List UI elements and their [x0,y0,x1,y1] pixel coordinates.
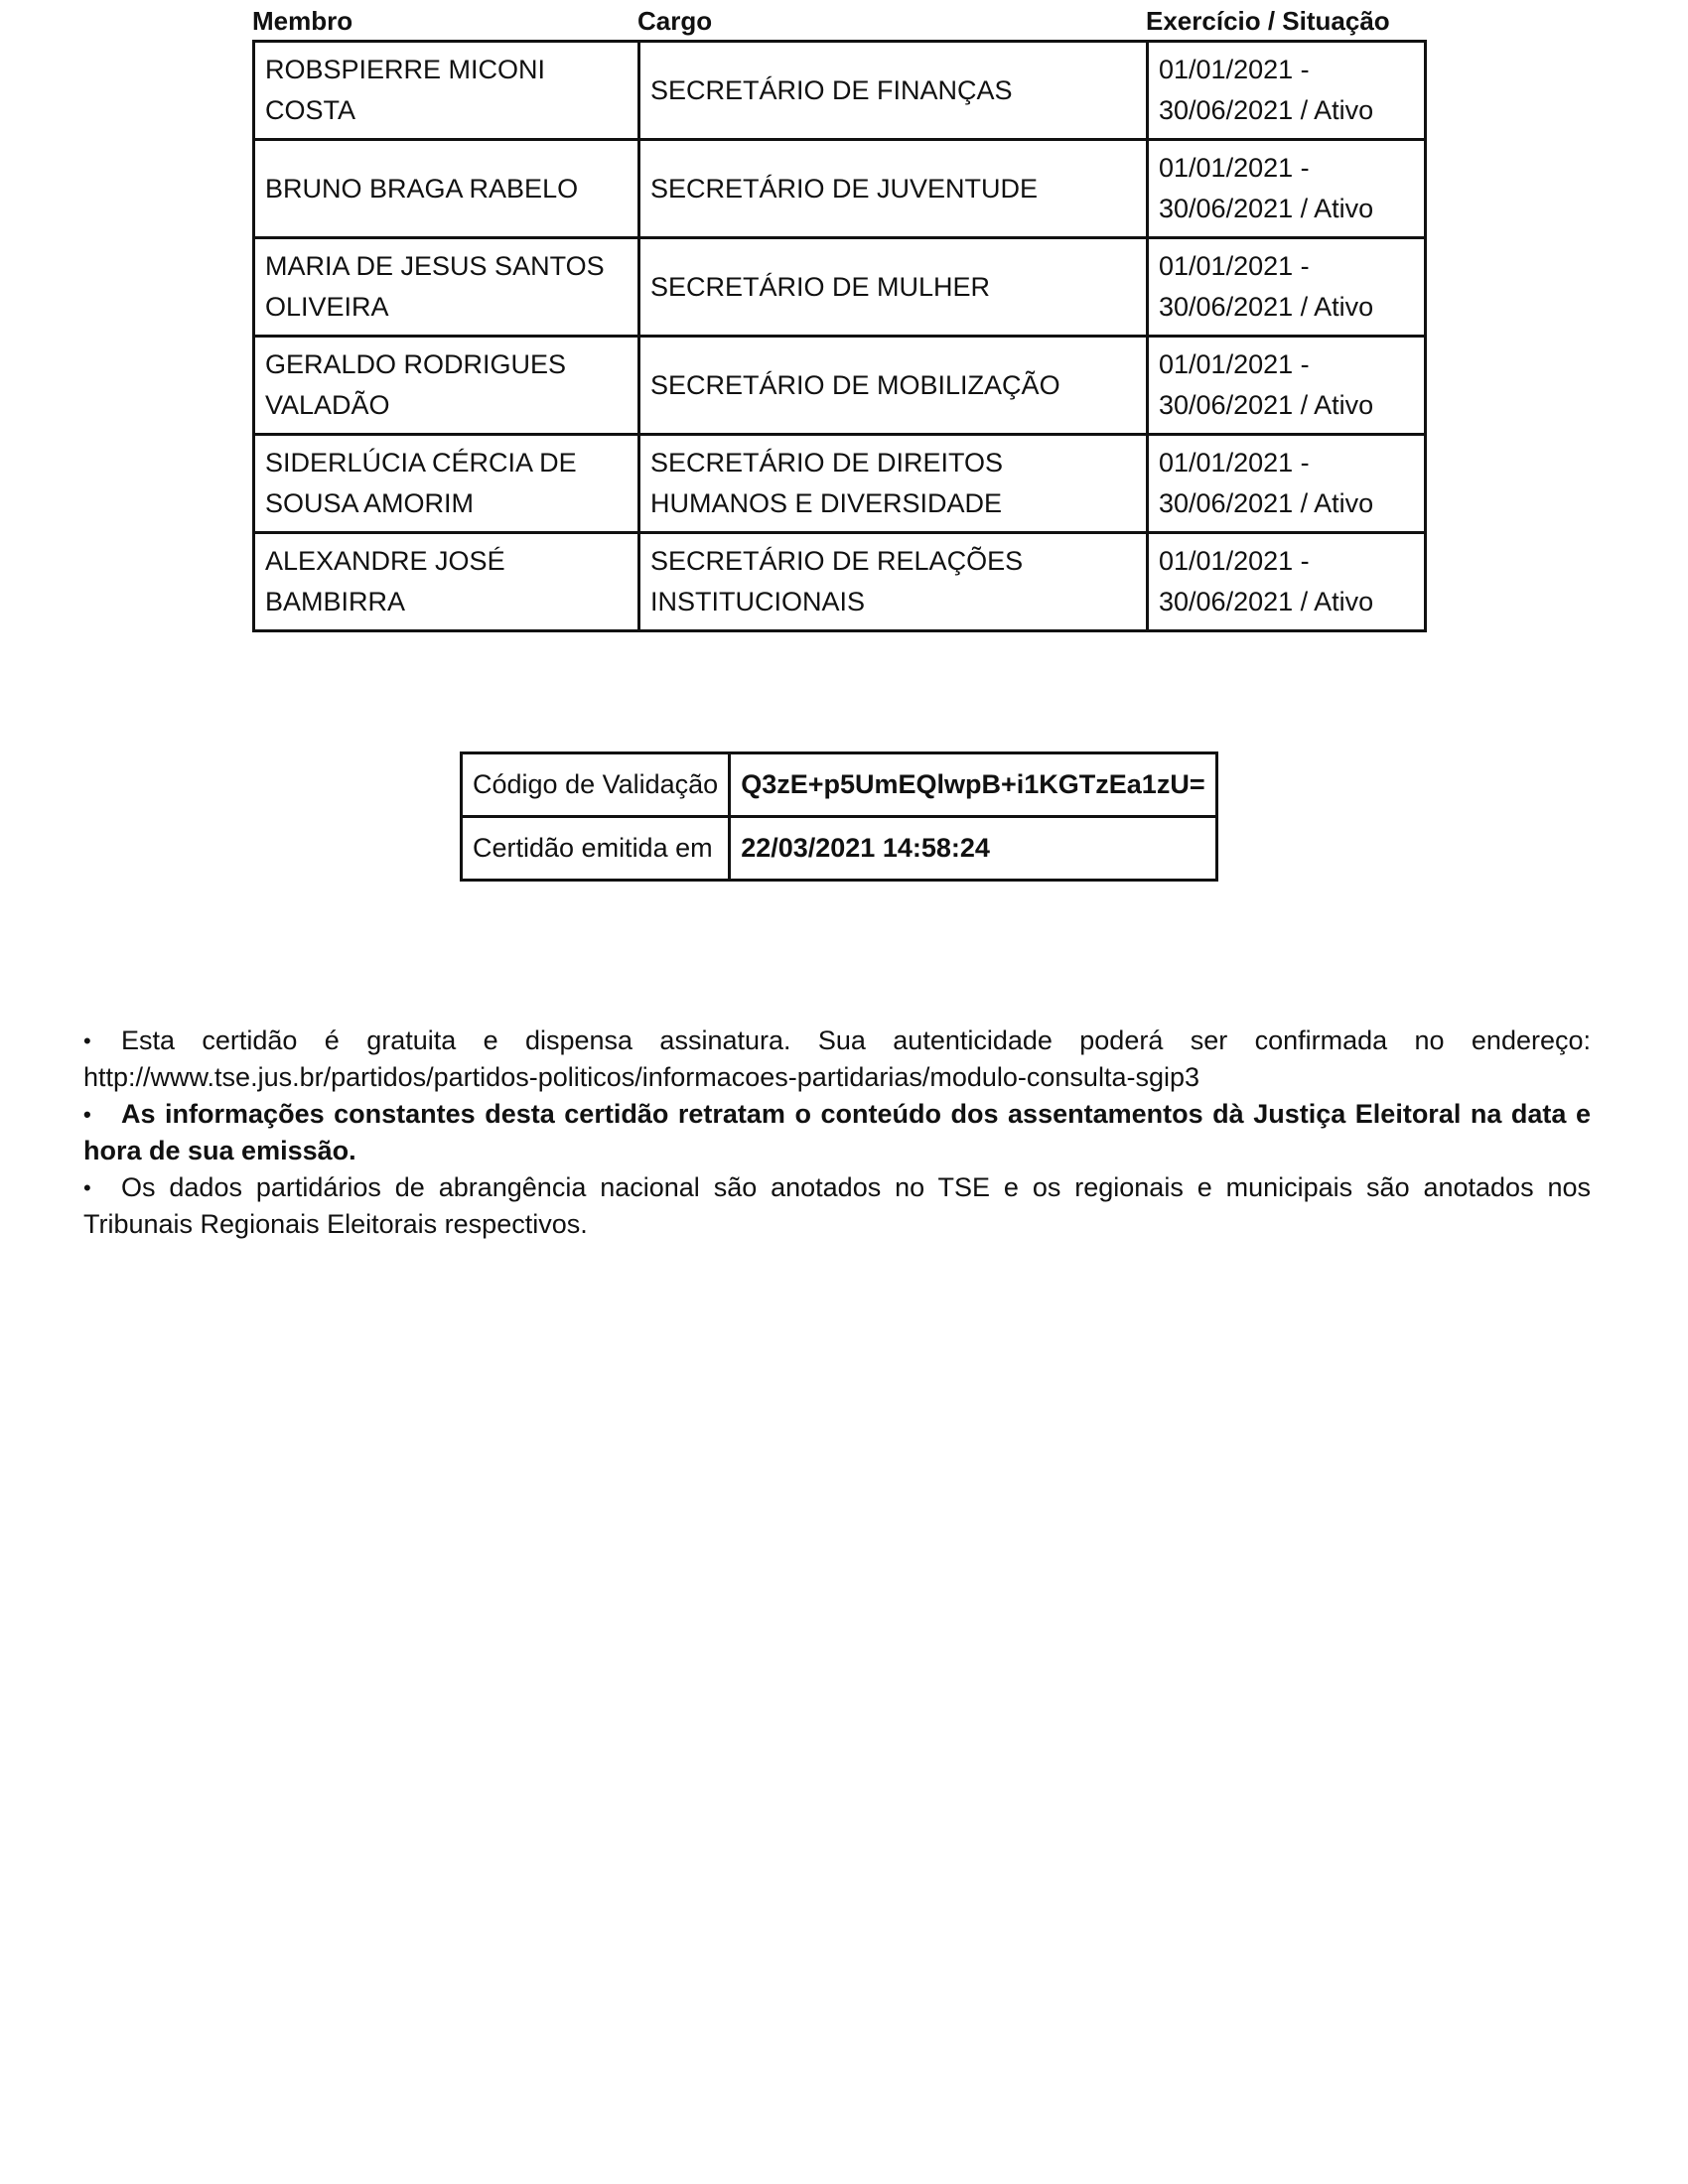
header-cargo: Cargo [637,6,713,36]
notes-list [83,1023,1591,1243]
bullet-icon: • [83,1028,91,1053]
member-name-cell: GERALDO RODRIGUES VALADÃO [254,337,639,435]
validation-code-value: Q3zE+p5UmEQlwpB+i1KGTzEa1zU= [730,753,1216,817]
issued-date-row [462,817,1217,881]
note-text-records: As informações constantes desta certidão retratam o conteúdo dos assentamentos dà Justiça Eleitoral na data e hora de sua emissão. [83,1099,1591,1165]
member-term-cell: 01/01/2021 - 30/06/2021 / Ativo [1148,140,1426,238]
member-role-cell: SECRETÁRIO DE RELAÇÕES INSTITUCIONAIS [639,533,1148,631]
member-name-cell: ROBSPIERRE MICONI COSTA [254,42,639,140]
member-term-cell: 01/01/2021 - 30/06/2021 / Ativo [1148,238,1426,337]
validation-table [460,751,1218,882]
member-role-cell: SECRETÁRIO DE FINANÇAS [639,42,1148,140]
member-name-cell: MARIA DE JESUS SANTOS OLIVEIRA [254,238,639,337]
member-term-cell: 01/01/2021 - 30/06/2021 / Ativo [1148,337,1426,435]
member-role-cell: SECRETÁRIO DE MULHER [639,238,1148,337]
member-name-cell: ALEXANDRE JOSÉ BAMBIRRA [254,533,639,631]
list-item [83,1169,1591,1243]
table-row [254,337,1426,435]
member-name-cell: BRUNO BRAGA RABELO [254,140,639,238]
member-role-cell: SECRETÁRIO DE MOBILIZAÇÃO [639,337,1148,435]
list-item [83,1096,1591,1169]
members-table [252,40,1427,632]
header-membro: Membro [252,6,353,36]
member-term-cell: 01/01/2021 - 30/06/2021 / Ativo [1148,533,1426,631]
bullet-icon: • [83,1175,91,1200]
member-role-cell: SECRETÁRIO DE DIREITOS HUMANOS E DIVERSIDADE [639,435,1148,533]
bullet-icon: • [83,1102,91,1127]
note-text-authenticity: Esta certidão é gratuita e dispensa assinatura. Sua autenticidade poderá ser confirmada no endereço: http://www.tse.jus.br/partidos/partidos-politicos/informacoes-partidarias/modulo-consulta-sgip3 [83,1025,1591,1092]
issued-date-label: Certidão emitida em [462,817,730,881]
members-table-header [252,4,1424,40]
validation-code-row [462,753,1217,817]
list-item [83,1023,1591,1096]
issued-date-value: 22/03/2021 14:58:24 [730,817,1216,881]
table-row [254,435,1426,533]
header-exercicio-situacao: Exercício / Situação [1146,6,1390,36]
table-row [254,238,1426,337]
table-row [254,533,1426,631]
members-section [252,4,1424,632]
member-name-cell: SIDERLÚCIA CÉRCIA DE SOUSA AMORIM [254,435,639,533]
member-term-cell: 01/01/2021 - 30/06/2021 / Ativo [1148,435,1426,533]
validation-code-label: Código de Validação [462,753,730,817]
member-term-cell: 01/01/2021 - 30/06/2021 / Ativo [1148,42,1426,140]
table-row [254,140,1426,238]
table-row [254,42,1426,140]
member-role-cell: SECRETÁRIO DE JUVENTUDE [639,140,1148,238]
note-text-data-scope: Os dados partidários de abrangência nacional são anotados no TSE e os regionais e municipais são anotados nos Tribunais Regionais Eleitorais respectivos. [83,1172,1591,1239]
